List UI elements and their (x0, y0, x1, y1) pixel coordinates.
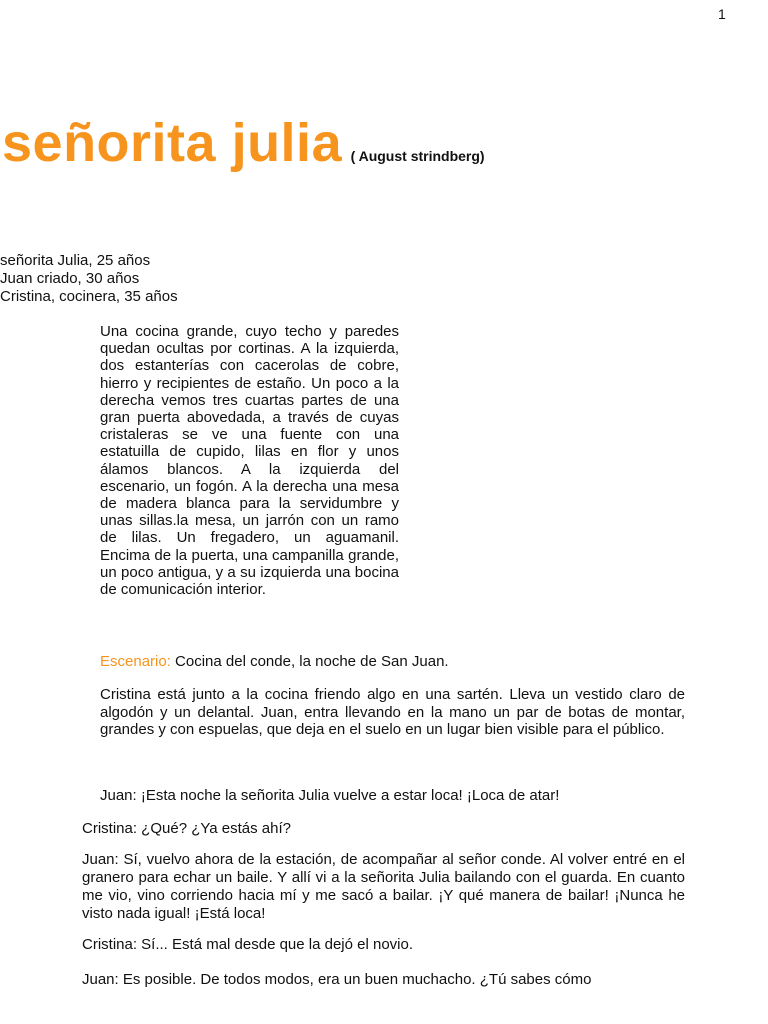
scene-text: Cocina del conde, la noche de San Juan. (170, 653, 449, 670)
cast-item: Cristina, cocinera, 35 años (0, 288, 178, 305)
author-credit: ( August strindberg) (350, 148, 485, 164)
dialogue-line: Cristina: Sí... Está mal desde que la dejó el novio. (82, 936, 414, 953)
stage-description: Una cocina grande, cuyo techo y paredes quedan ocultas por cortinas. A la izquierda, dos estanterías con cacerolas de cobre, hierro y recipientes de estaño. Un poco a la derecha vemos tres cuartas partes de una gran puerta abovedada, a través de cuyas cristaleras se ve una fuente con una estatuilla de cupido, lilas en flor y unos álamos blancos. A la izquierda del escenario, un fogón. A la derecha una mesa de madera blanca para la servidumbre y unas sillas.la mesa, un jarrón con un ramo de lilas. Un fregadero, un aguamanil. Encima de la puerta, una campanilla grande, un poco antigua, y a su izquierda una bocina de comunicación interior. (100, 323, 399, 599)
dialogue-line: Juan: Es posible. De todos modos, era un buen muchacho. ¿Tú sabes cómo (82, 971, 592, 988)
dialogue-line: Juan: ¡Esta noche la señorita Julia vuelve a estar loca! ¡Loca de atar! (100, 787, 560, 804)
cast-list (0, 252, 178, 306)
title-block (2, 112, 485, 174)
stage-action: Cristina está junto a la cocina friendo algo en una sartén. Lleva un vestido claro de algodón y un delantal. Juan, entra llevando en la mano un par de botas de montar, grandes y con espuelas, que deja en el suelo en un lugar bien visible para el público. (100, 686, 685, 738)
cast-item: Juan criado, 30 años (0, 270, 140, 287)
dialogue-line: Juan: Sí, vuelvo ahora de la estación, de acompañar al señor conde. Al volver entré en el granero para echar un baile. Y allí vi a la señorita Julia bailando con el guarda. En cuanto me vio, vino corriendo hacia mí y me sacó a bailar. ¡Y qué manera de bailar! ¡Nunca he visto nada igual! ¡Está loca! (82, 851, 685, 922)
dialogue-line: Cristina: ¿Qué? ¿Ya estás ahí? (82, 820, 291, 837)
cast-item: señorita Julia, 25 años (0, 252, 151, 269)
scene-label: Escenario: (100, 653, 171, 670)
page-number: 1 (718, 6, 726, 22)
scene-line (100, 653, 449, 670)
document-title: señorita julia (2, 113, 343, 173)
